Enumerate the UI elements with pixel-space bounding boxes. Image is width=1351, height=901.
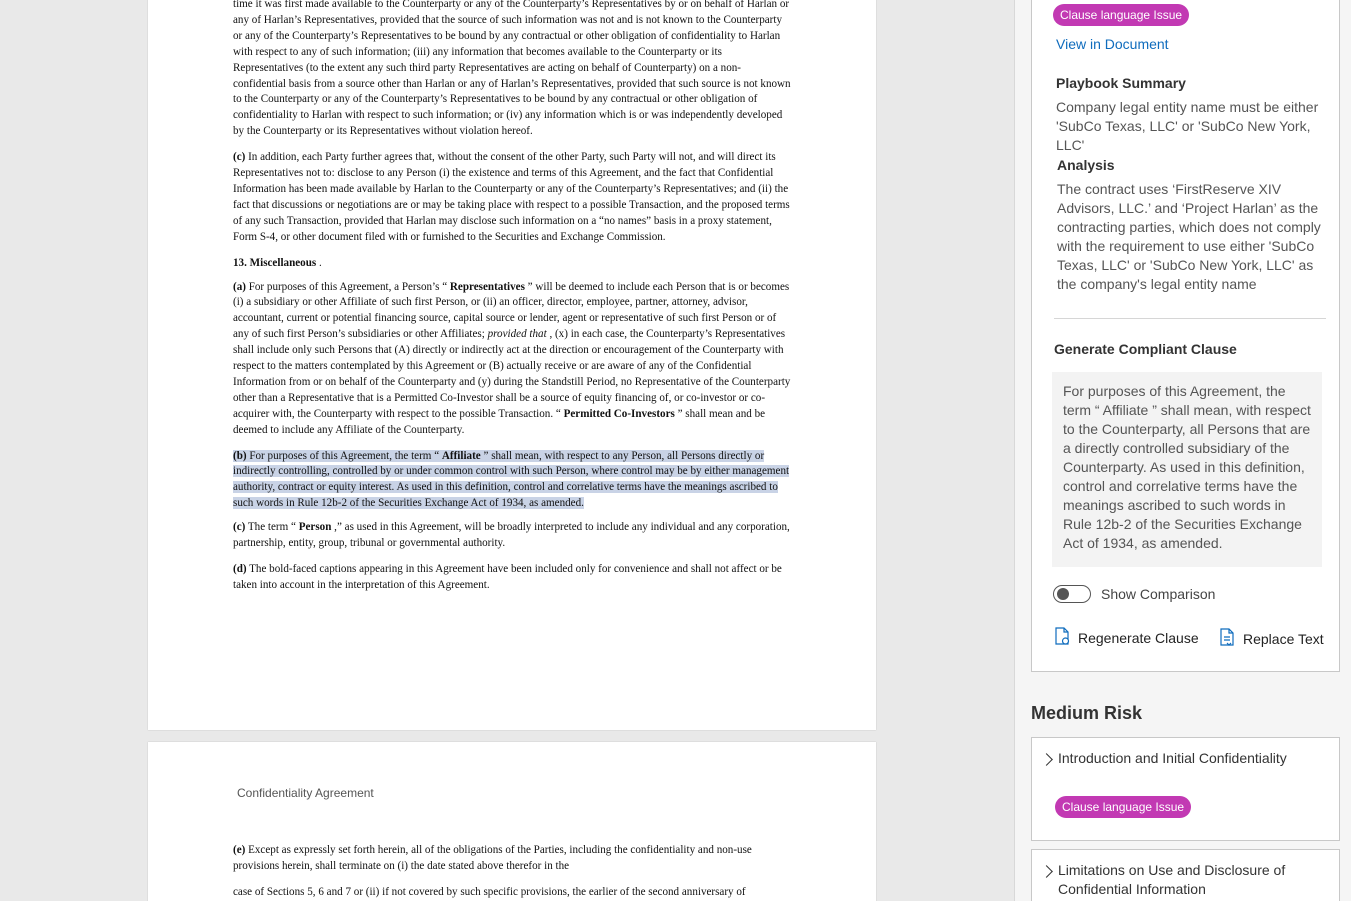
heading-tail: . — [316, 256, 322, 269]
paragraph-e — [233, 843, 793, 875]
clause-text: For purposes of this Agreement, a Person’s “ — [245, 280, 450, 293]
issue-badge: Clause language Issue — [1053, 4, 1189, 26]
clause-label: (c) — [233, 521, 246, 534]
regenerate-clause-button[interactable] — [1054, 627, 1199, 649]
show-comparison-toggle[interactable] — [1053, 585, 1091, 603]
clause-label: (e) — [233, 844, 246, 856]
chevron-right-icon[interactable] — [1040, 865, 1053, 878]
clause-text: ,” as used in this Agreement, will be broadly interpreted to include any individual and any corporation, partnership, entity, group, tribunal or governmental authority. — [233, 521, 790, 550]
paragraph-e-continued: case of Sections 5, 6 and 7 or (ii) if not covered by such specific provisions, the earlier of the second anniversary of — [233, 885, 746, 898]
medium-risk-heading: Medium Risk — [1031, 703, 1143, 723]
clause-label: (b) — [233, 449, 247, 462]
page-header: Confidentiality Agreement — [237, 786, 374, 800]
playbook-summary-title: Playbook Summary — [1056, 75, 1186, 91]
section-heading — [233, 256, 793, 272]
analysis-text: The contract uses ‘FirstReserve XIV Advisors, LLC.’ and ‘Project Harlan’ as the contracting parties, which does not comply with the requirement to use either 'SubCo Texas, LLC' or 'SubCo New York, LLC' as the company's legal entity name — [1057, 181, 1321, 292]
defined-term: Affiliate — [441, 449, 481, 462]
paragraph-a — [233, 280, 793, 439]
page-content — [233, 843, 793, 901]
clause-text: ” shall mean and be deemed to include any Affiliate of the Counterparty. — [233, 407, 766, 436]
risk-item-card[interactable] — [1031, 849, 1340, 901]
replace-text-label: Replace Text — [1243, 631, 1324, 647]
document-page — [148, 0, 876, 730]
risk-item-title: Introduction and Initial Confidentiality — [1058, 750, 1287, 766]
generated-clause-box[interactable] — [1052, 372, 1322, 567]
chevron-right-icon[interactable] — [1040, 753, 1053, 766]
document-refresh-icon — [1054, 627, 1071, 649]
clause-label: (c) — [233, 151, 246, 164]
defined-term: Person — [298, 521, 332, 534]
paragraph-d — [233, 562, 793, 594]
clause-text: ” will be deemed to include each Person that is or becomes (i) a subsidiary or other Affiliate of such first Person, or (ii) an officer, director, employee, partner, attorney, advisor, accountant, current or potential financing source, capital source or lender, agent or representative of such first Person or of any of such first Person’s subsidiaries or other Affiliates; — [233, 280, 790, 341]
issue-badge: Clause language Issue — [1055, 796, 1191, 818]
paragraph: time it was first made available to the Counterparty or any of the Counterparty’s Representatives by or on behalf of Harlan or any of Harlan’s Representatives, provided that the source of such information was not and is not known to the Counterparty or any of the Counterparty’s Representatives to be bound by any contractual or other obligation of confidentiality to Harlan with respect to any of such information; (iii) any information that becomes available to the Counterparty or its Representatives (to the extent any such third party Representatives are acting on behalf of Counterparty) on a non-confidential basis from a source other than Harlan or any of Harlan’s Representatives, provided that such source is not known to the Counterparty or any of the Counterparty’s Representatives to be bound by any contractual or other obligation of confidentiality to Harlan with respect to such information; or (iv) any information which is or was independently developed by the Counterparty or its Representatives without violation hereof. — [233, 0, 791, 138]
playbook-summary-text: Company legal entity name must be either 'SubCo Texas, LLC' or 'SubCo New York, LLC' — [1056, 99, 1319, 153]
review-panel — [1014, 0, 1351, 901]
clause-text: The term “ — [245, 521, 299, 534]
risk-item-header[interactable] — [1042, 749, 1287, 768]
clause-text: ” shall mean, with respect to any Person, all Persons directly or indirectly controlling, controlled by or under common control with such Person, where control may be by either management authority, contract or equity interest. As used in this definition, control and correlative terms have the meanings ascribed to such words in Rule 12b-2 of the Securities Exchange Act of 1934, as amended. — [233, 449, 790, 510]
clause-label: (a) — [233, 280, 246, 293]
defined-term: Representatives — [449, 280, 525, 293]
generate-clause-title: Generate Compliant Clause — [1054, 341, 1237, 357]
highlighted-clause[interactable] — [233, 450, 789, 510]
divider — [1054, 318, 1326, 319]
clause-text: For purposes of this Agreement, the term “ — [246, 449, 442, 462]
defined-term: Permitted Co-Investors — [563, 407, 675, 420]
risk-item-card[interactable] — [1031, 737, 1340, 841]
clause-text: Except as expressly set forth herein, all of the obligations of the Parties, including the confidentiality and non-use provisions herein, shall terminate on (i) the date stated above therefor in the — [233, 844, 752, 872]
clause-text: , (x) in each case, the Counterparty’s Representatives shall include only such Persons that (A) directly or indirectly act at the direction or encouragement of the Counterparty with respect to the matters contemplated by this Agreement or (B) actually receive or are aware of any of the Confidential Information from or on behalf of the Counterparty and (y) during the Standstill Period, no Representative of the Counterparty other than a Representative that is a Permitted Co-Investor shall be a source of equity financing of, or co-investor or co-acquirer with, the Counterparty with respect to the possible Transaction. “ — [233, 328, 791, 420]
clause-text: The bold-faced captions appearing in this Agreement have been included only for convenience and shall not affect or be taken into account in the interpretation of this Agreement. — [233, 563, 782, 591]
generated-clause-text: For purposes of this Agreement, the term “ Affiliate ” shall mean, with respect to the Counterparty, all Persons that are a directly controlled subsidiary of the Counterparty. As used in this definition, control and correlative terms have the meanings ascribed to such words in Rule 12b-2 of the Securities Exchange Act of 1934, as amended. — [1063, 383, 1311, 551]
analysis-title: Analysis — [1057, 157, 1115, 173]
paragraph-c — [233, 150, 793, 245]
replace-text-button[interactable] — [1219, 628, 1324, 650]
toggle-knob — [1057, 588, 1069, 600]
paragraph-c2 — [233, 520, 793, 552]
document-page — [148, 742, 876, 901]
heading-text: 13. Miscellaneous — [233, 256, 317, 269]
clause-label: (d) — [233, 563, 247, 575]
italic-text: provided that — [487, 328, 547, 341]
page-content — [233, 0, 793, 604]
show-comparison-label: Show Comparison — [1101, 586, 1216, 602]
risk-item-title: Limitations on Use and Disclosure of Confidential Information — [1058, 862, 1286, 897]
clause-text: In addition, each Party further agrees that, without the consent of the other Party, such Party will not, and will direct its Representatives not to: disclose to any Person (i) the existence and terms of this Agreement, and the fact that Confidential Information has been made available by Harlan to the Counterparty or any of the Counterparty’s Representatives; and (ii) the fact that discussions or negotiations are or may be taking place with respect to a possible Transaction, and the proposed terms of any such Transaction, provided that Harlan may disclose such information on a “no names” basis in a proxy statement, Form S-4, or other document filed with or furnished to the Securities and Exchange Commission. — [233, 151, 790, 243]
risk-item-header[interactable] — [1042, 861, 1322, 899]
view-in-document-link[interactable]: View in Document — [1056, 36, 1169, 52]
paragraph-b-highlighted[interactable] — [233, 449, 793, 513]
regenerate-clause-label: Regenerate Clause — [1078, 630, 1199, 646]
document-replace-icon — [1219, 628, 1236, 650]
issue-card — [1031, 0, 1340, 672]
